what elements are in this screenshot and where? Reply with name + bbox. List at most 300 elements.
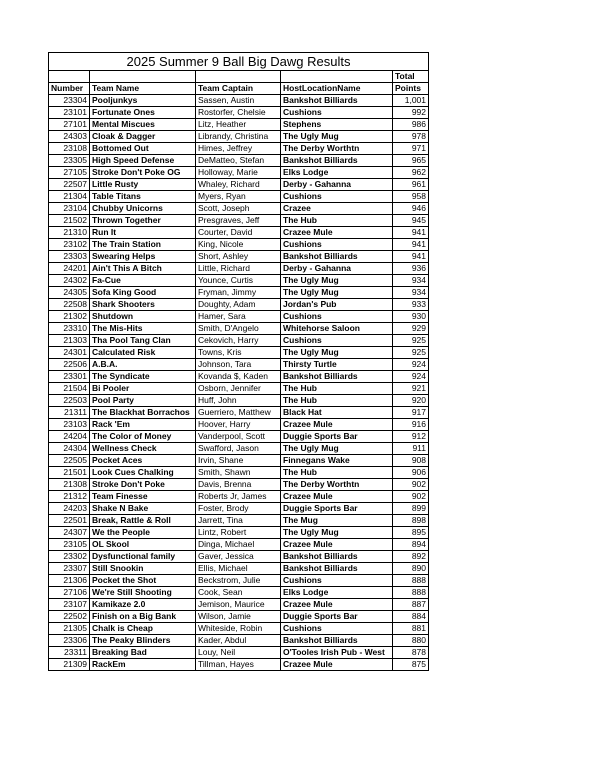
points-cell: 925 <box>393 335 429 347</box>
team-number-cell: 21312 <box>49 491 90 503</box>
team-number-cell: 27106 <box>49 587 90 599</box>
host-location-cell: The Hub <box>281 383 393 395</box>
host-location-cell: Black Hat <box>281 407 393 419</box>
team-captain-cell: Beckstrom, Julie <box>196 575 281 587</box>
team-name-header: Team Name <box>90 83 196 95</box>
team-captain-cell: Gaver, Jessica <box>196 551 281 563</box>
points-cell: 941 <box>393 239 429 251</box>
team-number-cell: 21310 <box>49 227 90 239</box>
host-location-cell: Cushions <box>281 107 393 119</box>
team-number-cell: 22502 <box>49 611 90 623</box>
results-table <box>48 52 429 671</box>
points-cell: 906 <box>393 467 429 479</box>
team-captain-cell: Kovanda $, Kaden <box>196 371 281 383</box>
table-row <box>49 467 429 479</box>
table-row <box>49 479 429 491</box>
host-location-cell: Jordan's Pub <box>281 299 393 311</box>
table-row <box>49 275 429 287</box>
team-name-cell: The Peaky Blinders <box>90 635 196 647</box>
team-name-cell: Fortunate Ones <box>90 107 196 119</box>
team-name-cell: Pocket Aces <box>90 455 196 467</box>
team-captain-cell: Davis, Brenna <box>196 479 281 491</box>
points-cell: 884 <box>393 611 429 623</box>
host-location-cell: Thirsty Turtle <box>281 359 393 371</box>
team-captain-cell: Kader, Abdul <box>196 635 281 647</box>
team-captain-cell: Librandy, Christina <box>196 131 281 143</box>
team-number-cell: 24305 <box>49 287 90 299</box>
team-captain-cell: Osborn, Jennifer <box>196 383 281 395</box>
team-name-cell: Sofa King Good <box>90 287 196 299</box>
points-cell: 890 <box>393 563 429 575</box>
team-number-cell: 21308 <box>49 479 90 491</box>
table-row <box>49 599 429 611</box>
team-name-cell: Wellness Check <box>90 443 196 455</box>
team-number-cell: 24201 <box>49 263 90 275</box>
total-header-row <box>49 71 429 83</box>
team-captain-cell: Himes, Jeffrey <box>196 143 281 155</box>
team-name-cell: A.B.A. <box>90 359 196 371</box>
host-location-cell: Crazee Mule <box>281 491 393 503</box>
team-captain-cell: Jarrett, Tina <box>196 515 281 527</box>
team-number-cell: 23306 <box>49 635 90 647</box>
host-location-cell: Elks Lodge <box>281 587 393 599</box>
points-cell: 992 <box>393 107 429 119</box>
host-location-cell: The Derby Worthtn <box>281 143 393 155</box>
points-cell: 894 <box>393 539 429 551</box>
table-row <box>49 539 429 551</box>
team-name-cell: The Blackhat Borrachos <box>90 407 196 419</box>
team-number-cell: 22505 <box>49 455 90 467</box>
team-name-cell: Pool Party <box>90 395 196 407</box>
team-captain-cell: Short, Ashley <box>196 251 281 263</box>
points-cell: 941 <box>393 251 429 263</box>
table-title: 2025 Summer 9 Ball Big Dawg Results <box>49 53 429 71</box>
table-row <box>49 659 429 671</box>
table-row <box>49 407 429 419</box>
team-name-cell: Cloak & Dagger <box>90 131 196 143</box>
team-number-cell: 21504 <box>49 383 90 395</box>
table-row <box>49 155 429 167</box>
points-cell: 888 <box>393 587 429 599</box>
table-row <box>49 455 429 467</box>
team-name-cell: Kamikaze 2.0 <box>90 599 196 611</box>
team-captain-cell: Whaley, Richard <box>196 179 281 191</box>
team-number-cell: 23303 <box>49 251 90 263</box>
team-name-cell: The Train Station <box>90 239 196 251</box>
table-row <box>49 503 429 515</box>
table-row <box>49 623 429 635</box>
points-cell: 930 <box>393 311 429 323</box>
team-number-cell: 22501 <box>49 515 90 527</box>
team-captain-cell: Towns, Kris <box>196 347 281 359</box>
points-cell: 892 <box>393 551 429 563</box>
table-row <box>49 395 429 407</box>
team-number-cell: 24204 <box>49 431 90 443</box>
team-number-cell: 21502 <box>49 215 90 227</box>
host-location-cell: Cushions <box>281 623 393 635</box>
points-cell: 898 <box>393 515 429 527</box>
team-number-cell: 23304 <box>49 95 90 107</box>
team-name-cell: Finish on a Big Bank <box>90 611 196 623</box>
team-name-cell: Break, Rattle & Roll <box>90 515 196 527</box>
team-captain-cell: Dinga, Michael <box>196 539 281 551</box>
team-number-cell: 24303 <box>49 131 90 143</box>
points-cell: 978 <box>393 131 429 143</box>
host-location-header: HostLocationName <box>281 83 393 95</box>
host-location-cell: Crazee Mule <box>281 227 393 239</box>
host-location-cell: Bankshot Billiards <box>281 155 393 167</box>
title-row <box>49 53 429 71</box>
team-captain-cell: Smith, Shawn <box>196 467 281 479</box>
team-captain-cell: Lintz, Robert <box>196 527 281 539</box>
table-row <box>49 119 429 131</box>
host-location-cell: Crazee <box>281 203 393 215</box>
table-row <box>49 383 429 395</box>
team-name-cell: Rack 'Em <box>90 419 196 431</box>
team-number-cell: 24302 <box>49 275 90 287</box>
points-cell: 929 <box>393 323 429 335</box>
points-cell: 924 <box>393 359 429 371</box>
table-row <box>49 515 429 527</box>
team-name-cell: High Speed Defense <box>90 155 196 167</box>
table-row <box>49 635 429 647</box>
host-location-cell: Duggie Sports Bar <box>281 611 393 623</box>
team-captain-cell: Wilson, Jamie <box>196 611 281 623</box>
team-name-cell: Bottomed Out <box>90 143 196 155</box>
points-cell: 908 <box>393 455 429 467</box>
table-row <box>49 203 429 215</box>
team-number-cell: 21302 <box>49 311 90 323</box>
team-name-cell: We the People <box>90 527 196 539</box>
team-name-cell: Chubby Unicorns <box>90 203 196 215</box>
table-row <box>49 563 429 575</box>
team-captain-cell: Tillman, Hayes <box>196 659 281 671</box>
points-cell: 945 <box>393 215 429 227</box>
host-location-cell: Crazee Mule <box>281 599 393 611</box>
team-captain-cell: Whiteside, Robin <box>196 623 281 635</box>
host-location-cell: Derby - Gahanna <box>281 263 393 275</box>
points-cell: 912 <box>393 431 429 443</box>
host-location-cell: Crazee Mule <box>281 659 393 671</box>
host-location-cell: The Hub <box>281 467 393 479</box>
host-location-cell: The Ugly Mug <box>281 287 393 299</box>
team-number-cell: 21501 <box>49 467 90 479</box>
host-location-cell: Cushions <box>281 311 393 323</box>
team-captain-cell: Younce, Curtis <box>196 275 281 287</box>
team-number-cell: 21306 <box>49 575 90 587</box>
team-name-cell: Stroke Don't Poke OG <box>90 167 196 179</box>
team-number-cell: 23307 <box>49 563 90 575</box>
team-number-cell: 23104 <box>49 203 90 215</box>
team-number-cell: 22507 <box>49 179 90 191</box>
points-cell: 902 <box>393 479 429 491</box>
team-name-cell: Calculated Risk <box>90 347 196 359</box>
team-number-cell: 23301 <box>49 371 90 383</box>
team-name-cell: Bi Pooler <box>90 383 196 395</box>
table-row <box>49 299 429 311</box>
table-row <box>49 323 429 335</box>
team-captain-cell: Rostorfer, Chelsie <box>196 107 281 119</box>
host-location-cell: Duggie Sports Bar <box>281 431 393 443</box>
team-captain-cell: Cook, Sean <box>196 587 281 599</box>
points-cell: 880 <box>393 635 429 647</box>
team-captain-cell: Holloway, Marie <box>196 167 281 179</box>
team-name-cell: Still Snookin <box>90 563 196 575</box>
team-captain-cell: Swafford, Jason <box>196 443 281 455</box>
table-row <box>49 419 429 431</box>
table-row <box>49 359 429 371</box>
host-location-cell: Bankshot Billiards <box>281 95 393 107</box>
team-number-cell: 23102 <box>49 239 90 251</box>
team-captain-cell: Hoover, Harry <box>196 419 281 431</box>
points-cell: 895 <box>393 527 429 539</box>
table-row <box>49 431 429 443</box>
team-number-cell: 24203 <box>49 503 90 515</box>
team-captain-cell: Irvin, Shane <box>196 455 281 467</box>
table-row <box>49 443 429 455</box>
host-location-cell: Bankshot Billiards <box>281 251 393 263</box>
team-number-cell: 21304 <box>49 191 90 203</box>
table-row <box>49 311 429 323</box>
team-number-cell: 23310 <box>49 323 90 335</box>
table-row <box>49 347 429 359</box>
points-cell: 924 <box>393 371 429 383</box>
host-location-cell: Cushions <box>281 575 393 587</box>
host-location-cell: The Ugly Mug <box>281 527 393 539</box>
points-cell: 934 <box>393 287 429 299</box>
host-location-cell: Whitehorse Saloon <box>281 323 393 335</box>
team-name-cell: Fa-Cue <box>90 275 196 287</box>
team-captain-cell: Sassen, Austin <box>196 95 281 107</box>
number-header: Number <box>49 83 90 95</box>
team-captain-cell: Johnson, Tara <box>196 359 281 371</box>
team-name-cell: The Color of Money <box>90 431 196 443</box>
team-number-cell: 27105 <box>49 167 90 179</box>
points-cell: 902 <box>393 491 429 503</box>
team-captain-cell: Smith, D'Angelo <box>196 323 281 335</box>
host-location-cell: O'Tooles Irish Pub - West <box>281 647 393 659</box>
table-row <box>49 215 429 227</box>
team-number-cell: 21309 <box>49 659 90 671</box>
team-captain-cell: Jemison, Maurice <box>196 599 281 611</box>
host-location-cell: Finnegans Wake <box>281 455 393 467</box>
table-row <box>49 131 429 143</box>
host-location-cell: Cushions <box>281 239 393 251</box>
team-captain-cell: Litz, Heather <box>196 119 281 131</box>
team-name-cell: Swearing Helps <box>90 251 196 263</box>
host-location-cell: Bankshot Billiards <box>281 551 393 563</box>
table-row <box>49 179 429 191</box>
points-cell: 971 <box>393 143 429 155</box>
points-cell: 887 <box>393 599 429 611</box>
team-number-cell: 23105 <box>49 539 90 551</box>
team-name-cell: The Syndicate <box>90 371 196 383</box>
team-captain-cell: Scott, Joseph <box>196 203 281 215</box>
team-captain-cell: Hamer, Sara <box>196 311 281 323</box>
host-location-cell: Derby - Gahanna <box>281 179 393 191</box>
table-row <box>49 527 429 539</box>
team-number-cell: 24304 <box>49 443 90 455</box>
team-number-cell: 23311 <box>49 647 90 659</box>
team-number-cell: 23103 <box>49 419 90 431</box>
blank-cell <box>281 71 393 83</box>
host-location-cell: Elks Lodge <box>281 167 393 179</box>
table-row <box>49 371 429 383</box>
host-location-cell: The Hub <box>281 215 393 227</box>
points-cell: 962 <box>393 167 429 179</box>
team-name-cell: OL Skool <box>90 539 196 551</box>
host-location-cell: The Derby Worthtn <box>281 479 393 491</box>
team-captain-cell: Little, Richard <box>196 263 281 275</box>
table-row <box>49 167 429 179</box>
team-number-cell: 24301 <box>49 347 90 359</box>
host-location-cell: Bankshot Billiards <box>281 371 393 383</box>
table-row <box>49 491 429 503</box>
team-number-cell: 23108 <box>49 143 90 155</box>
points-cell: 921 <box>393 383 429 395</box>
table-row <box>49 191 429 203</box>
table-row <box>49 227 429 239</box>
host-location-cell: Duggie Sports Bar <box>281 503 393 515</box>
host-location-cell: Crazee Mule <box>281 419 393 431</box>
points-cell: 965 <box>393 155 429 167</box>
points-cell: 961 <box>393 179 429 191</box>
table-row <box>49 647 429 659</box>
team-number-cell: 21311 <box>49 407 90 419</box>
team-captain-cell: Presgraves, Jeff <box>196 215 281 227</box>
team-captain-cell: Roberts Jr, James <box>196 491 281 503</box>
team-captain-cell: Guerriero, Matthew <box>196 407 281 419</box>
host-location-cell: The Ugly Mug <box>281 443 393 455</box>
blank-cell <box>49 71 90 83</box>
host-location-cell: The Ugly Mug <box>281 131 393 143</box>
points-cell: 936 <box>393 263 429 275</box>
table-row <box>49 551 429 563</box>
table-row <box>49 287 429 299</box>
team-name-cell: Stroke Don't Poke <box>90 479 196 491</box>
points-cell: 881 <box>393 623 429 635</box>
team-captain-cell: Ellis, Michael <box>196 563 281 575</box>
team-name-cell: The Mis-Hits <box>90 323 196 335</box>
team-captain-cell: Cekovich, Harry <box>196 335 281 347</box>
host-location-cell: Bankshot Billiards <box>281 563 393 575</box>
points-cell: 899 <box>393 503 429 515</box>
team-name-cell: Run It <box>90 227 196 239</box>
table-row <box>49 239 429 251</box>
team-name-cell: Look Cues Chalking <box>90 467 196 479</box>
blank-cell <box>196 71 281 83</box>
points-header: Points <box>393 83 429 95</box>
team-number-cell: 23305 <box>49 155 90 167</box>
points-cell: 941 <box>393 227 429 239</box>
team-number-cell: 27101 <box>49 119 90 131</box>
team-name-cell: Pocket the Shot <box>90 575 196 587</box>
team-name-cell: Dysfunctional family <box>90 551 196 563</box>
team-name-cell: Shake N Bake <box>90 503 196 515</box>
points-cell: 875 <box>393 659 429 671</box>
host-location-cell: Cushions <box>281 335 393 347</box>
host-location-cell: The Hub <box>281 395 393 407</box>
table-row <box>49 587 429 599</box>
team-name-cell: We're Still Shooting <box>90 587 196 599</box>
team-name-cell: Tha Pool Tang Clan <box>90 335 196 347</box>
results-body <box>49 95 429 671</box>
team-name-cell: RackEm <box>90 659 196 671</box>
team-captain-cell: Huff, John <box>196 395 281 407</box>
team-name-cell: Chalk is Cheap <box>90 623 196 635</box>
team-captain-cell: Myers, Ryan <box>196 191 281 203</box>
table-row <box>49 107 429 119</box>
team-captain-cell: Vanderpool, Scott <box>196 431 281 443</box>
team-number-cell: 24307 <box>49 527 90 539</box>
team-number-cell: 23101 <box>49 107 90 119</box>
team-number-cell: 21303 <box>49 335 90 347</box>
host-location-cell: Stephens <box>281 119 393 131</box>
points-cell: 888 <box>393 575 429 587</box>
table-row <box>49 611 429 623</box>
column-header-row <box>49 83 429 95</box>
team-captain-cell: Louy, Neil <box>196 647 281 659</box>
host-location-cell: The Ugly Mug <box>281 347 393 359</box>
host-location-cell: Crazee Mule <box>281 539 393 551</box>
team-captain-cell: Fryman, Jimmy <box>196 287 281 299</box>
team-captain-cell: Foster, Brody <box>196 503 281 515</box>
team-captain-header: Team Captain <box>196 83 281 95</box>
team-name-cell: Breaking Bad <box>90 647 196 659</box>
team-captain-cell: King, Nicole <box>196 239 281 251</box>
table-row <box>49 143 429 155</box>
host-location-cell: Bankshot Billiards <box>281 635 393 647</box>
table-row <box>49 335 429 347</box>
points-cell: 925 <box>393 347 429 359</box>
team-name-cell: Shutdown <box>90 311 196 323</box>
team-number-cell: 23107 <box>49 599 90 611</box>
points-cell: 878 <box>393 647 429 659</box>
team-name-cell: Table Titans <box>90 191 196 203</box>
team-name-cell: Thrown Together <box>90 215 196 227</box>
blank-cell <box>90 71 196 83</box>
team-captain-cell: Courter, David <box>196 227 281 239</box>
table-row <box>49 575 429 587</box>
points-cell: 917 <box>393 407 429 419</box>
team-number-cell: 22506 <box>49 359 90 371</box>
points-cell: 946 <box>393 203 429 215</box>
points-cell: 920 <box>393 395 429 407</box>
table-row <box>49 263 429 275</box>
table-row <box>49 251 429 263</box>
table-row <box>49 95 429 107</box>
points-cell: 933 <box>393 299 429 311</box>
points-cell: 986 <box>393 119 429 131</box>
team-name-cell: Ain't This A Bitch <box>90 263 196 275</box>
team-name-cell: Team Finesse <box>90 491 196 503</box>
points-cell: 1,001 <box>393 95 429 107</box>
team-captain-cell: DeMatteo, Stefan <box>196 155 281 167</box>
team-name-cell: Pooljunkys <box>90 95 196 107</box>
team-name-cell: Shark Shooters <box>90 299 196 311</box>
team-number-cell: 22508 <box>49 299 90 311</box>
team-captain-cell: Doughty, Adam <box>196 299 281 311</box>
host-location-cell: The Mug <box>281 515 393 527</box>
total-header: Total <box>393 71 429 83</box>
points-cell: 958 <box>393 191 429 203</box>
team-name-cell: Mental Miscues <box>90 119 196 131</box>
team-number-cell: 22503 <box>49 395 90 407</box>
team-number-cell: 21305 <box>49 623 90 635</box>
points-cell: 916 <box>393 419 429 431</box>
host-location-cell: The Ugly Mug <box>281 275 393 287</box>
points-cell: 911 <box>393 443 429 455</box>
